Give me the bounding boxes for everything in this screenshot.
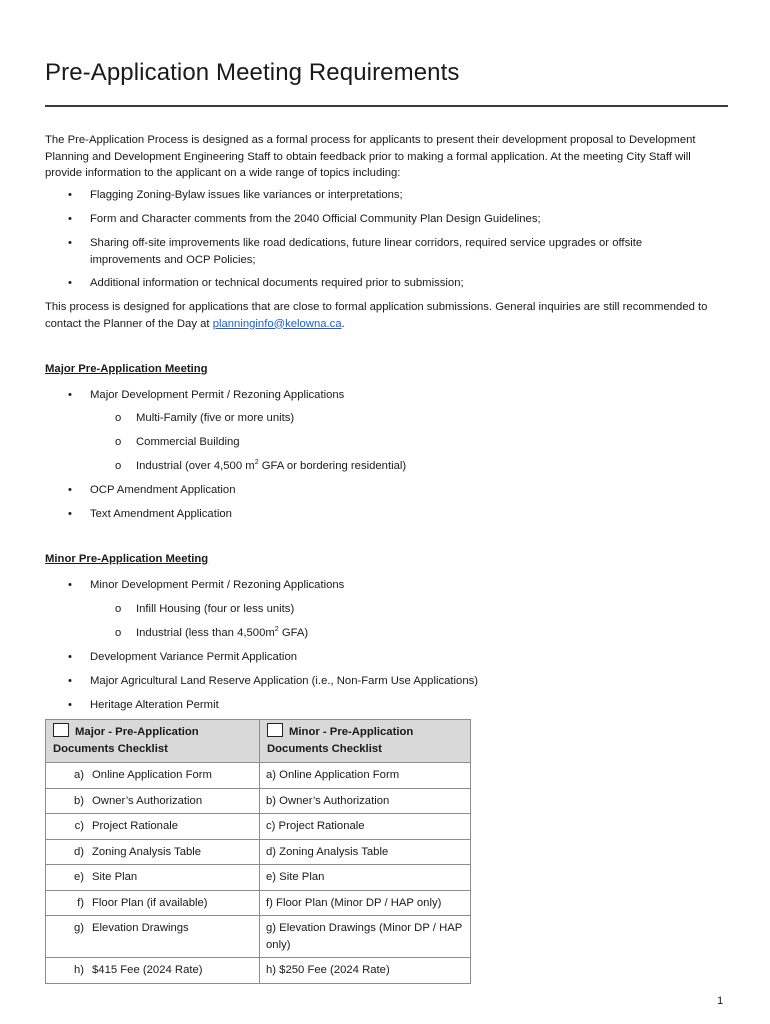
list-item: Minor Development Permit / Rezoning Applications [90,579,345,591]
industrial-text-suffix: GFA) [278,627,309,639]
item-text: Owner’s Authorization [92,794,203,807]
major-item [46,839,260,865]
bullet: • [68,213,72,225]
bullet: • [68,389,72,401]
major-header-line1: Major - Pre-Application [75,726,199,738]
sub-bullet: o [115,627,122,639]
sub-bullet: o [115,460,122,472]
bullet: • [68,651,72,663]
item-text: Site Plan [92,871,138,883]
minor-checklist-header [260,720,471,763]
item-label: g) [73,922,84,934]
superscript: 2 [254,459,259,467]
table-row [46,916,471,958]
minor-header-line2: Documents Checklist [267,742,382,755]
major-meeting-heading: Major Pre-Application Meeting [45,363,208,375]
list-item: Form and Character comments from the 2040 Official Community Plan Design Guidelines; [90,213,541,225]
sub-list-item [136,458,696,475]
item-text: Online Application Form [92,769,212,781]
title-divider [45,105,728,107]
superscript: 2 [274,626,279,634]
sub-bullet: o [115,412,122,424]
item-label: e) [73,871,84,883]
list-item: Sharing off-site improvements like road dedications, future linear corridors, required service upgrades or offsite improvements and OCP Policies; [90,237,643,266]
major-item [46,890,260,916]
page-number: 1 [717,995,724,1007]
minor-checkbox[interactable] [267,723,283,737]
process-note-text: This process is designed for applications that are close to formal application submissions. General inquiries are still recommended to contact the Planner of the Day at [45,301,708,330]
page-title: Pre-Application Meeting Requirements [45,59,460,86]
table-row [46,788,471,814]
sub-list-item: Multi-Family (five or more units) [136,412,295,424]
minor-item: g) Elevation Drawings (Minor DP / HAP only) [260,916,471,958]
item-text: Floor Plan (if available) [92,896,208,909]
process-paragraph [45,299,728,332]
list-item: Text Amendment Application [90,508,232,520]
item-label: d) [73,845,84,858]
sub-list-item: Infill Housing (four or less units) [136,603,295,615]
table-row [46,763,471,789]
item-text: Zoning Analysis Table [92,845,202,858]
bullet: • [68,189,72,201]
bullet: • [68,675,72,687]
sub-bullet: o [115,603,122,615]
major-checkbox[interactable] [53,723,69,737]
minor-meeting-heading: Minor Pre-Application Meeting [45,553,209,565]
minor-item: a) Online Application Form [260,763,471,789]
minor-item: d) Zoning Analysis Table [260,839,471,865]
table-row [46,814,471,840]
list-item: Major Agricultural Land Reserve Application (i.e., Non-Farm Use Applications) [90,675,479,687]
list-item: Heritage Alteration Permit [90,699,219,711]
table-row [46,890,471,916]
major-checklist-header [46,720,260,763]
minor-header-line1: Minor - Pre-Application [289,726,414,738]
industrial-text-suffix: GFA or bordering residential) [258,460,407,472]
documents-checklist-table [45,719,471,984]
major-item [46,763,260,789]
bullet: • [68,484,72,496]
item-label: h) [73,964,84,976]
minor-item: f) Floor Plan (Minor DP / HAP only) [260,890,471,916]
bullet: • [68,579,72,591]
major-item [46,814,260,840]
table-row [46,958,471,984]
minor-item: e) Site Plan [260,865,471,891]
minor-item: b) Owner’s Authorization [260,788,471,814]
sub-list-item: Commercial Building [136,436,240,448]
item-label: c) [74,820,84,832]
table-row [46,865,471,891]
bullet: • [68,237,72,249]
minor-item: c) Project Rationale [260,814,471,840]
sub-list-item [136,625,696,642]
minor-item: h) $250 Fee (2024 Rate) [260,958,471,984]
item-label: a) [73,769,84,781]
list-item: Development Variance Permit Application [90,651,298,663]
major-item [46,916,260,958]
item-text: Project Rationale [92,820,179,832]
major-item [46,865,260,891]
list-item: OCP Amendment Application [90,484,236,496]
period: . [341,317,345,330]
major-item [46,958,260,984]
major-item [46,788,260,814]
sub-bullet: o [115,436,122,448]
bullet: • [68,699,72,711]
table-row [46,839,471,865]
industrial-text: Industrial (less than 4,500m [136,627,275,639]
item-label: f) [77,896,84,909]
planning-email-link[interactable]: planninginfo@kelowna.ca [212,317,342,330]
item-text: $415 Fee (2024 Rate) [92,964,203,976]
bullet: • [68,508,72,520]
item-label: b) [73,794,84,807]
item-text: Elevation Drawings [92,922,189,934]
major-header-line2: Documents Checklist [53,742,168,755]
industrial-text: Industrial (over 4,500 m [136,460,255,472]
list-item: Flagging Zoning-Bylaw issues like variances or interpretations; [90,189,403,201]
intro-paragraph: The Pre-Application Process is designed as a formal process for applicants to present their development proposal to Development Planning and Development Engineering Staff to obtain feedback prior to making a formal application. At the meeting City Staff will provide information to the applicant on a wide range of topics including: [45,134,696,179]
bullet: • [68,277,72,289]
table-header-row [46,720,471,763]
list-item: Additional information or technical documents required prior to submission; [90,277,464,289]
list-item: Major Development Permit / Rezoning Applications [90,389,345,401]
